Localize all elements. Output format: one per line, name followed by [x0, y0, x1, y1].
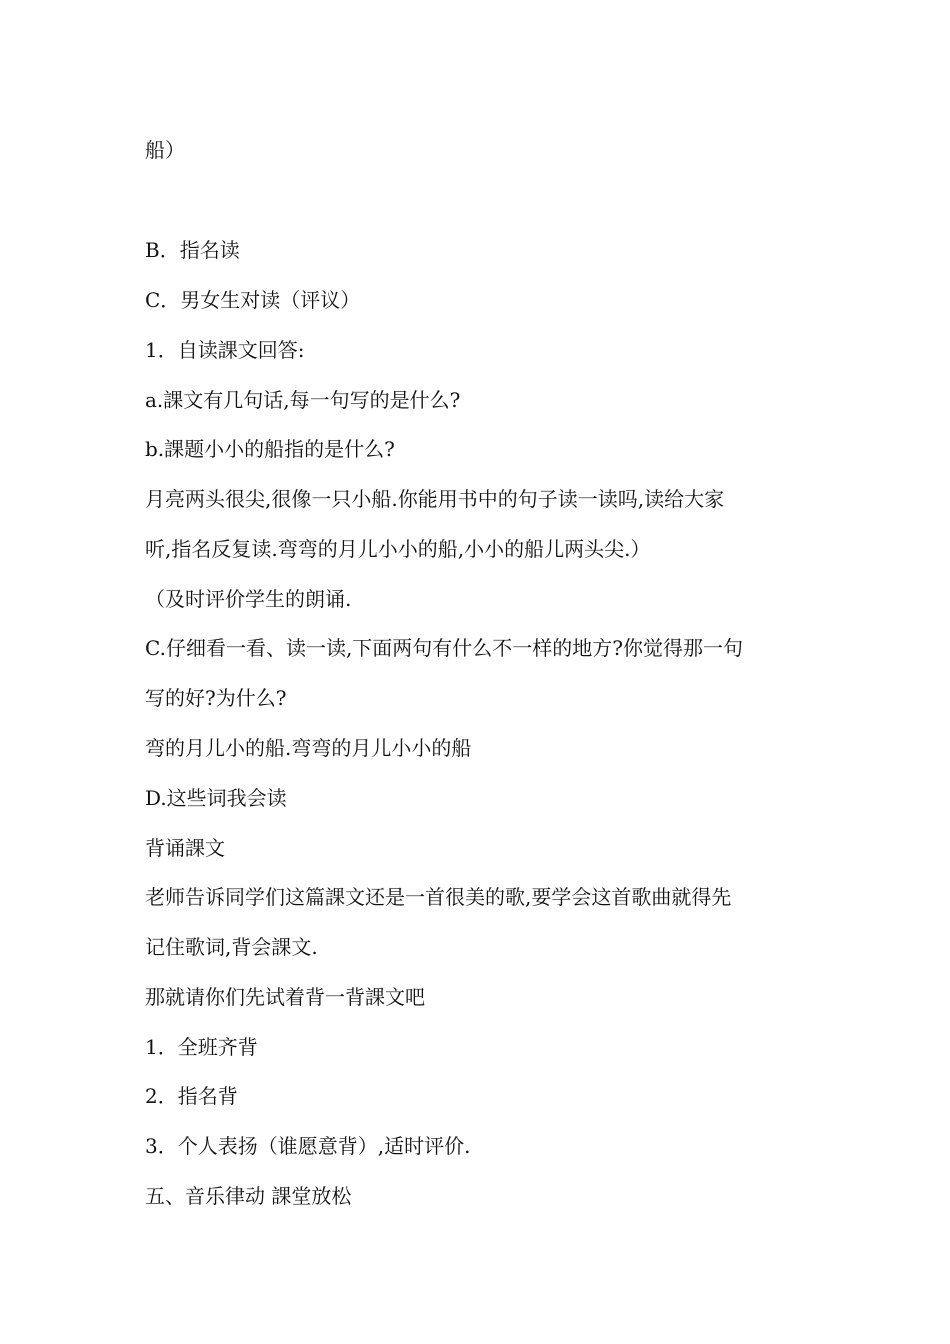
text-line: 月亮两头很尖,很像一只小船.你能用书中的句子读一读吗,读给大家	[145, 487, 725, 511]
text-line: B．指名读	[145, 238, 240, 262]
text-line: 3．个人表扬（谁愿意背）,适时评价.	[145, 1134, 471, 1158]
text-line: C.仔细看一看、读一读,下面两句有什么不一样的地方?你觉得那一句	[145, 636, 744, 660]
text-line: 五、音乐律动 課堂放松	[145, 1184, 352, 1208]
text-line: 记住歌词,背会課文.	[145, 935, 318, 959]
text-line: D.这些词我会读	[145, 786, 287, 810]
text-line: 背诵課文	[145, 836, 225, 860]
text-line: b.課题小小的船指的是什么?	[145, 437, 395, 461]
text-line: 写的好?为什么?	[145, 686, 287, 710]
text-line: 1．全班齐背	[145, 1035, 258, 1059]
text-line: 那就请你们先试着背一背課文吧	[145, 985, 425, 1009]
text-line: （及时评价学生的朗诵.	[145, 587, 352, 611]
text-line: 2．指名背	[145, 1084, 238, 1108]
text-line: 弯的月儿小的船.弯弯的月儿小小的船	[145, 736, 472, 760]
text-line: a.課文有几句话,每一句写的是什么?	[145, 388, 461, 412]
text-line: 船）	[145, 138, 185, 162]
text-line: 听,指名反复读.弯弯的月儿小小的船,小小的船儿两头尖.）	[145, 537, 651, 561]
text-line: 老师告诉同学们这篇課文还是一首很美的歌,要学会这首歌曲就得先	[145, 885, 732, 909]
text-line: C．男女生对读（评议）	[145, 288, 361, 312]
text-line: 1．自读課文回答:	[145, 338, 305, 362]
